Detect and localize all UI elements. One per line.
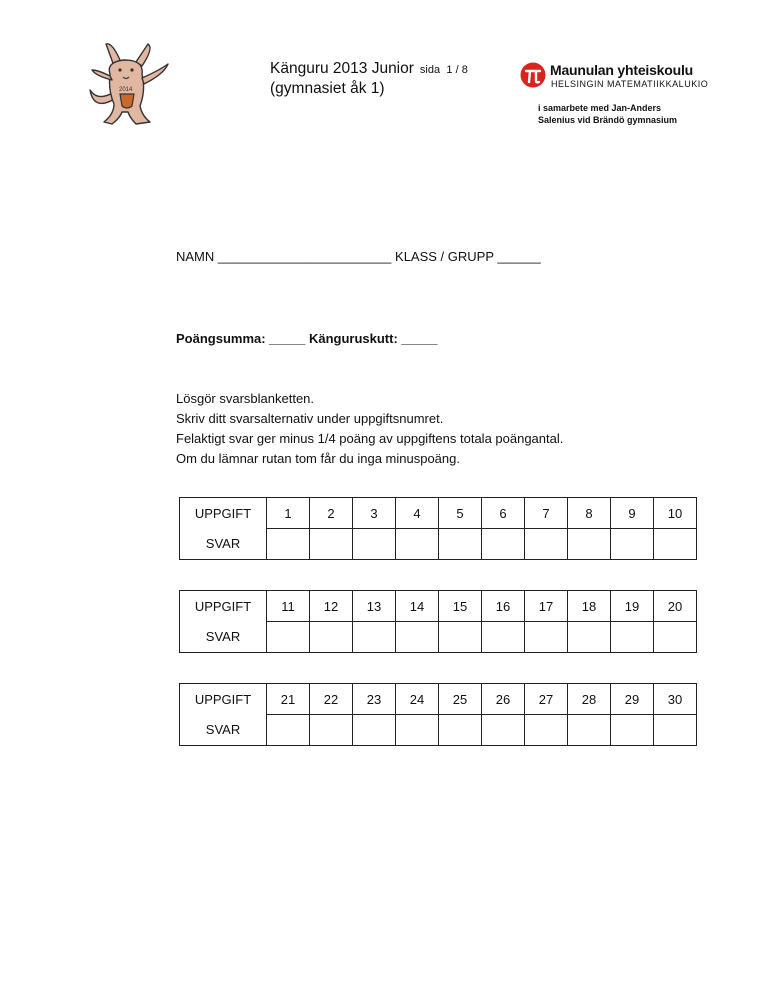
- task-number: 14: [396, 591, 439, 622]
- task-number: 7: [525, 498, 568, 529]
- answer-table-2: [179, 590, 697, 653]
- answer-cell[interactable]: [353, 715, 396, 746]
- answer-cell[interactable]: [439, 622, 482, 653]
- task-number: 16: [482, 591, 525, 622]
- logo-label: 2014: [119, 87, 133, 93]
- task-number: 23: [353, 684, 396, 715]
- task-number: 27: [525, 684, 568, 715]
- answer-cell[interactable]: [525, 622, 568, 653]
- answer-cell[interactable]: [439, 529, 482, 560]
- task-number: 3: [353, 498, 396, 529]
- school-name: Maunulan yhteiskoulu: [550, 62, 694, 78]
- answer-cell[interactable]: [654, 529, 697, 560]
- answer-cell[interactable]: [310, 715, 353, 746]
- task-number: 13: [353, 591, 396, 622]
- name-class-line[interactable]: NAMN ________________________ KLASS / GRUPP ______: [176, 249, 541, 264]
- answer-cell[interactable]: [396, 529, 439, 560]
- answer-cell[interactable]: [568, 715, 611, 746]
- task-number: 11: [267, 591, 310, 622]
- points-line[interactable]: Poängsumma: _____ Känguruskutt: _____: [176, 331, 438, 346]
- answer-cell[interactable]: [439, 715, 482, 746]
- answer-label: SVAR: [180, 622, 267, 653]
- answer-cell[interactable]: [353, 622, 396, 653]
- task-label: UPPGIFT: [180, 498, 267, 529]
- instruction-line: Skriv ditt svarsalternativ under uppgiftsnumret.: [176, 411, 444, 426]
- answer-cell[interactable]: [310, 529, 353, 560]
- answer-label: SVAR: [180, 529, 267, 560]
- answer-cell[interactable]: [525, 715, 568, 746]
- answer-cell[interactable]: [482, 715, 525, 746]
- answer-cell[interactable]: [654, 622, 697, 653]
- instruction-line: Lösgör svarsblanketten.: [176, 391, 315, 406]
- kangaroo-logo: [84, 40, 174, 126]
- collaboration-line-1: i samarbete med Jan-Anders: [538, 103, 662, 113]
- task-number: 25: [439, 684, 482, 715]
- answer-cell[interactable]: [310, 622, 353, 653]
- task-number: 22: [310, 684, 353, 715]
- answer-cell[interactable]: [267, 715, 310, 746]
- task-number: 17: [525, 591, 568, 622]
- page-number: 1 / 8: [446, 64, 468, 76]
- task-number: 28: [568, 684, 611, 715]
- answer-cell[interactable]: [396, 715, 439, 746]
- task-number: 5: [439, 498, 482, 529]
- task-number: 24: [396, 684, 439, 715]
- answer-cell[interactable]: [611, 529, 654, 560]
- answer-cell[interactable]: [353, 529, 396, 560]
- answer-cell[interactable]: [611, 622, 654, 653]
- pi-logo-icon: [520, 62, 546, 88]
- instruction-line: Om du lämnar rutan tom får du inga minuspoäng.: [176, 451, 460, 466]
- task-number: 6: [482, 498, 525, 529]
- answer-cell[interactable]: [482, 529, 525, 560]
- task-number: 4: [396, 498, 439, 529]
- answer-table-3: [179, 683, 697, 746]
- task-number: 18: [568, 591, 611, 622]
- answer-cell[interactable]: [482, 622, 525, 653]
- document-subtitle: (gymnasiet åk 1): [270, 80, 385, 97]
- answer-cell[interactable]: [396, 622, 439, 653]
- task-number: 10: [654, 498, 697, 529]
- answer-cell[interactable]: [654, 715, 697, 746]
- answer-cell[interactable]: [568, 622, 611, 653]
- task-number: 15: [439, 591, 482, 622]
- task-number: 21: [267, 684, 310, 715]
- task-label: UPPGIFT: [180, 591, 267, 622]
- answer-cell[interactable]: [267, 622, 310, 653]
- school-subtitle: HELSINGIN MATEMATIIKKALUKIO: [551, 79, 709, 89]
- instruction-line: Felaktigt svar ger minus 1/4 poäng av uppgiftens totala poängantal.: [176, 431, 564, 446]
- instructions: [176, 389, 563, 469]
- task-number: 29: [611, 684, 654, 715]
- task-number: 8: [568, 498, 611, 529]
- answer-cell[interactable]: [568, 529, 611, 560]
- task-label: UPPGIFT: [180, 684, 267, 715]
- task-number: 1: [267, 498, 310, 529]
- answer-table-1: [179, 497, 697, 560]
- title-text: Känguru 2013 Junior: [270, 60, 414, 77]
- task-number: 9: [611, 498, 654, 529]
- answer-cell[interactable]: [525, 529, 568, 560]
- page-label: sida: [419, 64, 441, 76]
- document-title: [270, 60, 468, 78]
- task-number: 12: [310, 591, 353, 622]
- task-number: 2: [310, 498, 353, 529]
- task-number: 20: [654, 591, 697, 622]
- collaboration-line-2: Salenius vid Brändö gymnasium: [538, 115, 678, 125]
- answer-cell[interactable]: [611, 715, 654, 746]
- answer-label: SVAR: [180, 715, 267, 746]
- task-number: 26: [482, 684, 525, 715]
- answer-cell[interactable]: [267, 529, 310, 560]
- task-number: 19: [611, 591, 654, 622]
- task-number: 30: [654, 684, 697, 715]
